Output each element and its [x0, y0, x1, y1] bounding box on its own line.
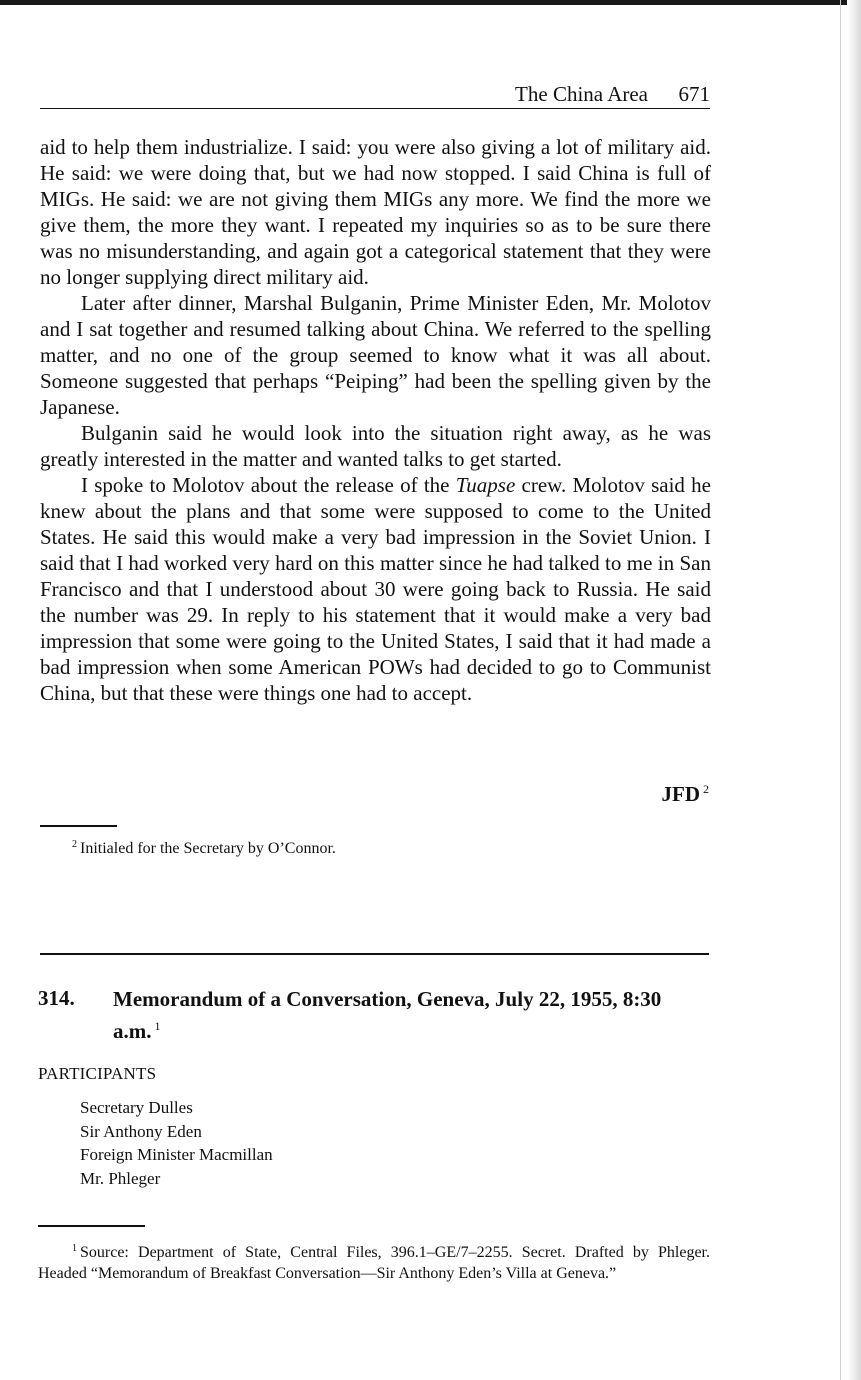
- document-number: 314.: [38, 986, 75, 1010]
- footnote-ref-1: 1: [154, 1019, 161, 1033]
- participants-list: [80, 1096, 273, 1190]
- scan-top-edge: [0, 0, 861, 5]
- body-text: [40, 134, 711, 706]
- scan-right-edge: [847, 0, 861, 1380]
- footnote-ref-2: 2: [703, 782, 709, 796]
- participant-name: Foreign Minister Macmillan: [80, 1145, 273, 1164]
- page-number: 671: [678, 82, 710, 106]
- scan-right-line: [840, 0, 841, 1380]
- paragraph-1: aid to help them industrialize. I said: you were also giving a lot of military aid. He said: we were doing that, but we had now stopped. I said China is full of MIGs. He said: we are not giving them MIGs any more. We find the more we give them, the more they want. I repeated my inquiries so as to be sure there was no misunderstanding, and again got a categorical statement that they were no longer supplying direct military aid.: [40, 135, 711, 289]
- section-divider: [40, 953, 709, 955]
- footnote-1: [38, 1238, 710, 1284]
- participants-heading: PARTICIPANTS: [38, 1064, 157, 1083]
- paragraph-3: Bulganin said he would look into the situation right away, as he was greatly interested in the matter and wanted talks to get started.: [40, 421, 711, 471]
- footnote-text: Source: Department of State, Central Files, 396.1–GE/7–2255. Secret. Drafted by Phleger. Headed “Memorandum of Breakfast Conversation—Sir Anthony Eden’s Villa at Geneva.”: [38, 1244, 710, 1282]
- running-header-title: The China Area: [515, 82, 648, 106]
- paragraph-4-start: I spoke to Molotov about the release of the: [81, 473, 456, 497]
- running-header: [40, 82, 710, 109]
- footnote-marker: 1: [72, 1243, 77, 1254]
- participant-name: Secretary Dulles: [80, 1098, 193, 1117]
- footnote-marker: 2: [72, 839, 77, 850]
- signature-text: JFD: [661, 782, 700, 806]
- ship-name-italic: Tuapse: [455, 473, 516, 497]
- paragraph-4: [40, 472, 711, 706]
- paragraph-4-end: crew. Molotov said he knew about the plans and that some were supposed to come to the United States. He said this would make a very bad impression in the Soviet Union. I said that I had worked very hard on this matter since he had talked to me in San Francisco and that I understood about 30 were going back to Russia. He said the number was 29. In reply to his statement that it would make a very bad impression that some were going to the United States, I said that it had made a bad impression when some American POWs had decided to go to Communist China, but that these were things one had to accept.: [40, 473, 712, 705]
- signature-initials: [662, 782, 710, 807]
- paragraph-2: Later after dinner, Marshal Bulganin, Prime Minister Eden, Mr. Molotov and I sat together and resumed talking about China. We referred to the spelling matter, and no one of the group seemed to know what it was all about. Someone suggested that perhaps “Peiping” had been the spelling given by the Japanese.: [40, 291, 711, 419]
- footnote-2: [72, 834, 712, 859]
- participant-name: Sir Anthony Eden: [80, 1121, 202, 1141]
- participant-name: Mr. Phleger: [80, 1168, 161, 1188]
- document-title: [113, 986, 713, 1045]
- document-title-text: Memorandum of a Conversation, Geneva, July 22, 1955, 8:30 a.m.: [113, 987, 662, 1043]
- footnote-text: Initialed for the Secretary by O’Connor.: [80, 840, 336, 857]
- footnote-rule: [40, 825, 117, 827]
- footnote-rule: [38, 1225, 145, 1227]
